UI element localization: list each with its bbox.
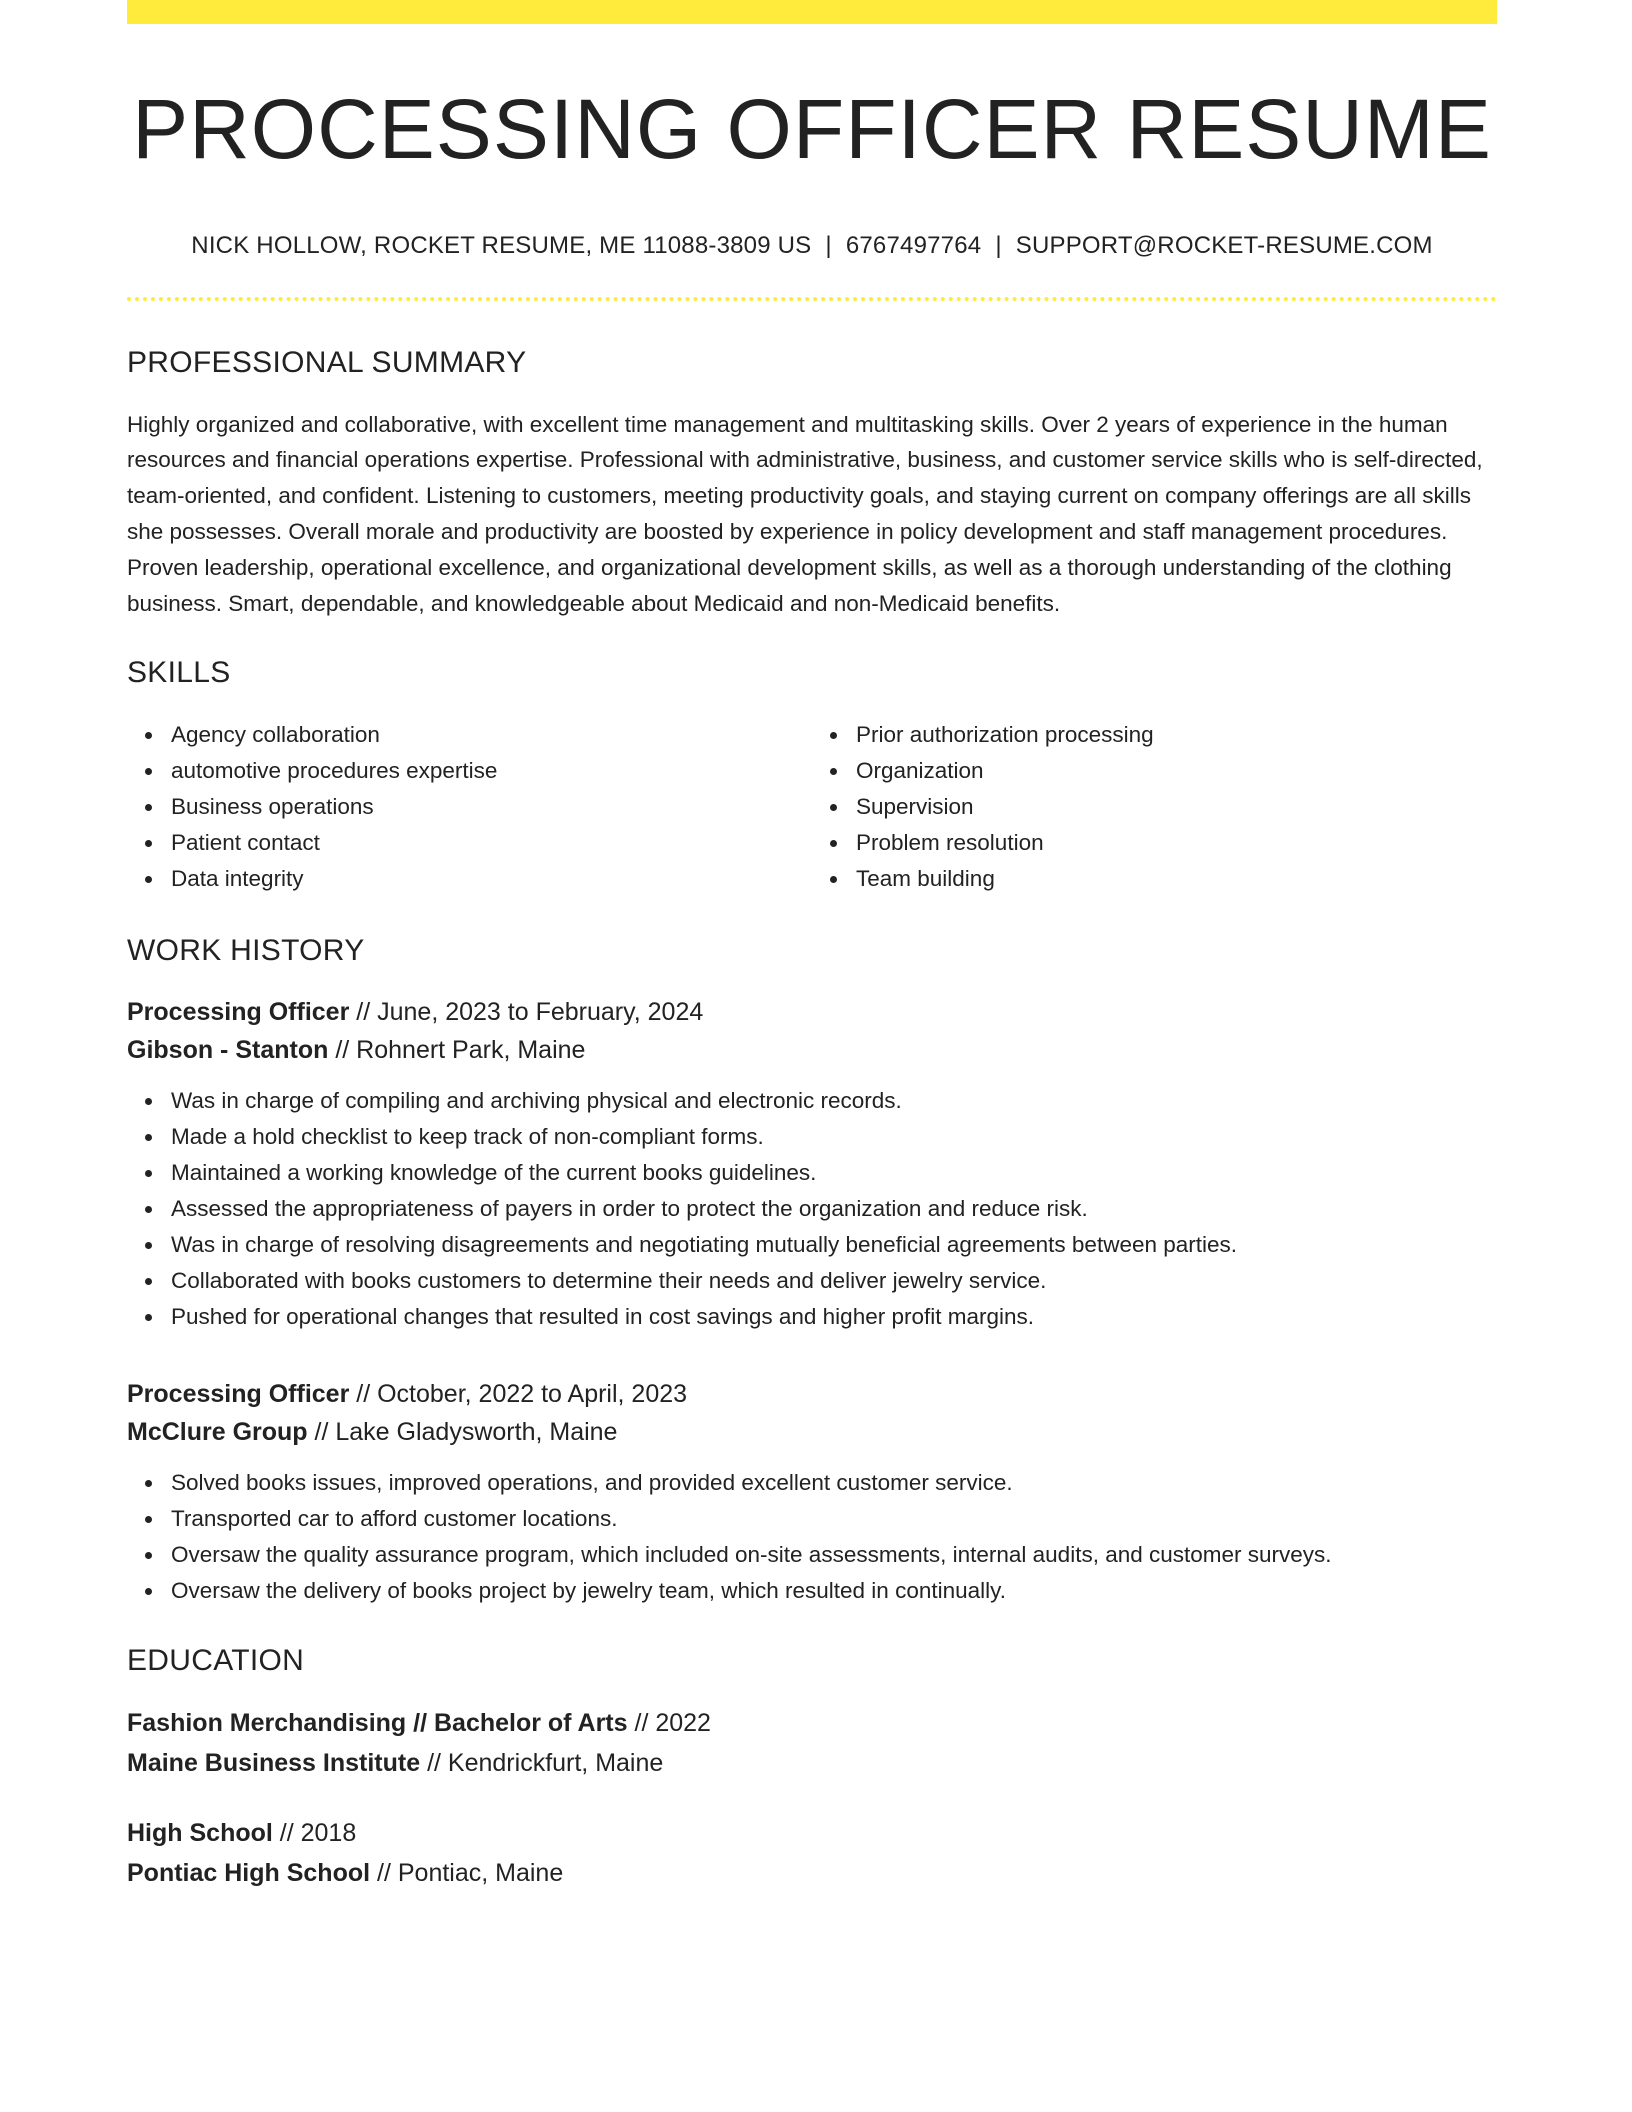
contact-phone: 6767497764: [845, 231, 982, 259]
job-location: Lake Gladysworth, Maine: [335, 1418, 618, 1447]
job-title-line: [127, 993, 1497, 1031]
skill-item: Supervision: [856, 789, 1497, 825]
job-company-line: [127, 1031, 1497, 1069]
skills-heading: SKILLS: [127, 656, 231, 690]
job-bullets: [127, 1083, 1497, 1335]
dotted-divider: [127, 297, 1497, 301]
education-degree-line: [127, 1813, 1497, 1853]
skill-item: automotive procedures expertise: [171, 753, 812, 789]
job-bullets: [127, 1465, 1497, 1609]
education-school: Maine Business Institute: [127, 1749, 421, 1778]
job-company: Gibson - Stanton: [127, 1036, 329, 1065]
job-dates: June, 2023 to February, 2024: [377, 998, 704, 1027]
education-entry: [127, 1703, 1497, 1783]
job-dates: October, 2022 to April, 2023: [377, 1380, 688, 1409]
skill-item: Patient contact: [171, 825, 812, 861]
job-entry: [127, 1375, 1497, 1609]
education-heading: EDUCATION: [127, 1644, 305, 1678]
separator: //: [307, 1418, 336, 1447]
skill-item: Problem resolution: [856, 825, 1497, 861]
education-school: Pontiac High School: [127, 1859, 371, 1888]
skills-grid: [127, 717, 1497, 897]
resume-page: [127, 0, 1497, 1893]
job-title-line: [127, 1375, 1497, 1413]
education-location: Pontiac, Maine: [397, 1859, 564, 1888]
skill-item: Prior authorization processing: [856, 717, 1497, 753]
summary-text: Highly organized and collaborative, with excellent time management and multitasking skills. Over 2 years of experience in the human resources and financial operations expertise. Professional with administrative, business, and customer service skills who is self-directed, team-oriented, and confident. Listening to customers, meeting productivity goals, and staying current on company offerings are all skills she possesses. Overall morale and productivity are boosted by experience in policy development and staff management procedures. Proven leadership, operational excellence, and organizational development skills, as well as a thorough understanding of the clothing business. Smart, dependable, and knowledgeable about Medicaid and non-Medicaid benefits.: [127, 411, 1483, 616]
skill-item: Data integrity: [171, 861, 812, 897]
job-bullet: Oversaw the delivery of books project by jewelry team, which resulted in continually.: [171, 1573, 1497, 1609]
summary-heading: PROFESSIONAL SUMMARY: [127, 345, 527, 379]
resume-title: PROCESSING OFFICER RESUME: [132, 82, 1492, 176]
skills-column-right: [812, 717, 1497, 897]
education-year: 2018: [300, 1819, 357, 1848]
education-degree-line: [127, 1703, 1497, 1743]
job-bullet: Oversaw the quality assurance program, which included on-site assessments, internal audits, and customer surveys.: [171, 1537, 1497, 1573]
job-bullet: Made a hold checklist to keep track of non-compliant forms.: [171, 1119, 1497, 1155]
job-bullet: Solved books issues, improved operations, and provided excellent customer service.: [171, 1465, 1497, 1501]
separator: //: [349, 1380, 378, 1409]
job-bullet: Transported car to afford customer locations.: [171, 1501, 1497, 1537]
skill-item: Agency collaboration: [171, 717, 812, 753]
separator: //: [349, 998, 378, 1027]
job-bullet: Collaborated with books customers to determine their needs and deliver jewelry service.: [171, 1263, 1497, 1299]
separator: //: [370, 1859, 398, 1888]
job-bullet: Was in charge of resolving disagreements and negotiating mutually beneficial agreements between parties.: [171, 1227, 1497, 1263]
contact-line: [127, 232, 1497, 261]
job-bullet: Pushed for operational changes that resulted in cost savings and higher profit margins.: [171, 1299, 1497, 1335]
job-bullet: Was in charge of compiling and archiving physical and electronic records.: [171, 1083, 1497, 1119]
job-company: McClure Group: [127, 1418, 308, 1447]
education-location: Kendrickfurt, Maine: [447, 1749, 664, 1778]
job-title: Processing Officer: [127, 1380, 350, 1409]
skill-item: Organization: [856, 753, 1497, 789]
contact-separator: |: [995, 231, 1002, 259]
education-school-line: [127, 1853, 1497, 1893]
contact-separator: |: [825, 231, 832, 259]
education-year: 2022: [655, 1709, 711, 1738]
separator: //: [627, 1709, 656, 1738]
separator: //: [328, 1036, 357, 1065]
education-degree: High School: [127, 1819, 273, 1848]
education-school-line: [127, 1743, 1497, 1783]
accent-bar: [127, 0, 1497, 24]
education-entry: [127, 1813, 1497, 1893]
job-bullet: Assessed the appropriateness of payers in order to protect the organization and reduce risk.: [171, 1191, 1497, 1227]
separator: //: [272, 1819, 301, 1848]
job-entry: [127, 993, 1497, 1335]
contact-email: SUPPORT@ROCKET-RESUME.COM: [1015, 231, 1433, 259]
skill-item: Team building: [856, 861, 1497, 897]
job-title: Processing Officer: [127, 998, 350, 1027]
job-bullet: Maintained a working knowledge of the current books guidelines.: [171, 1155, 1497, 1191]
job-location: Rohnert Park, Maine: [356, 1036, 586, 1065]
contact-address: NICK HOLLOW, ROCKET RESUME, ME 11088-3809 US: [191, 231, 812, 259]
skills-column-left: [127, 717, 812, 897]
separator: //: [420, 1749, 448, 1778]
skill-item: Business operations: [171, 789, 812, 825]
job-company-line: [127, 1413, 1497, 1451]
education-degree: Fashion Merchandising // Bachelor of Arts: [127, 1709, 628, 1738]
work-history-heading: WORK HISTORY: [127, 934, 365, 968]
